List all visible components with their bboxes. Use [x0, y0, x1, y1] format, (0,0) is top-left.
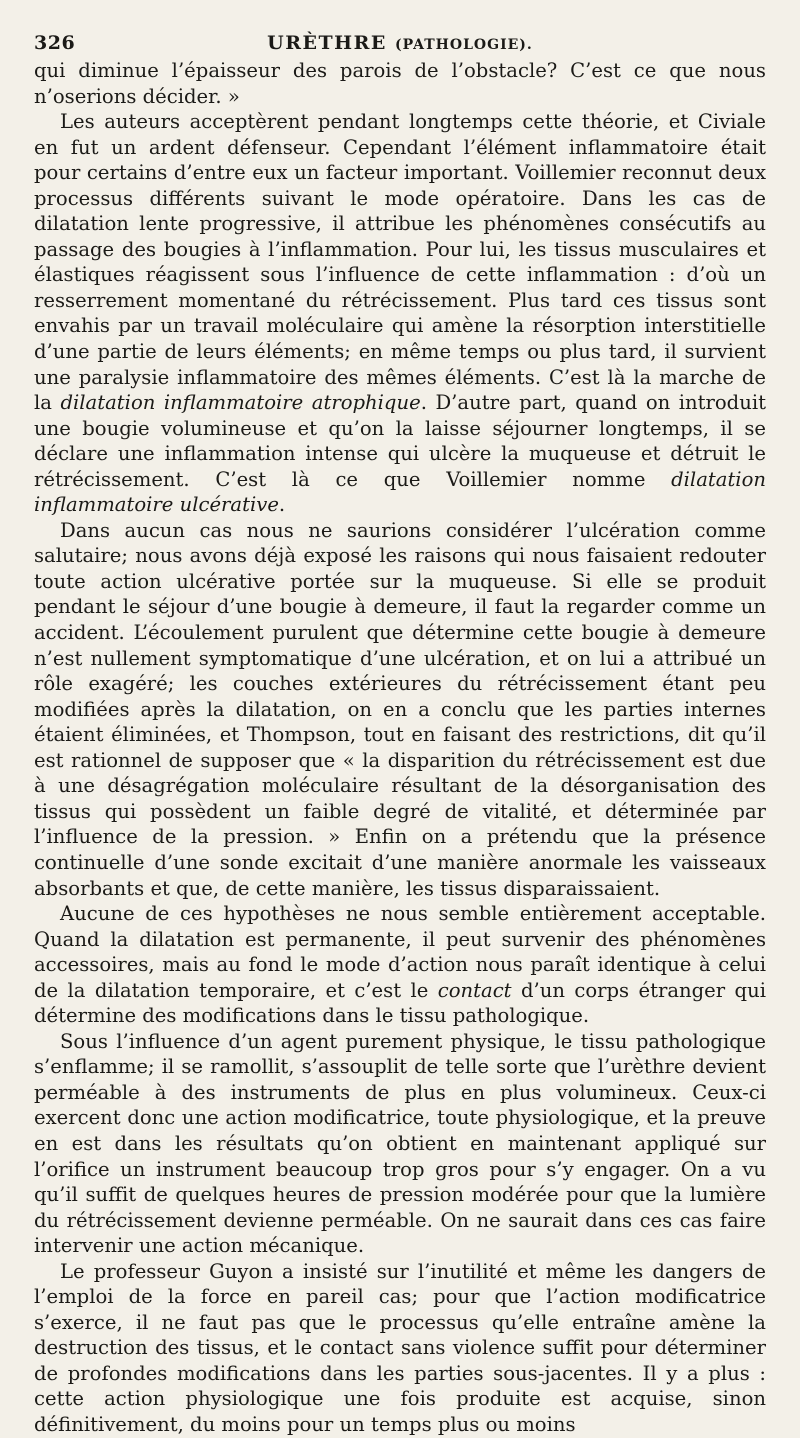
- italic-run: dilatation inflammatoire ulcérative: [34, 467, 766, 517]
- running-title-main: URÈTHRE: [267, 32, 387, 54]
- paragraph: [34, 58, 766, 109]
- text-run: Dans aucun cas nous ne saurions considérer l’ulcération comme salutaire; nous avons déjà exposé les raisons qui nous faisaient redouter toute action ulcérative portée sur la muqueuse. Si elle se produit pendant le séjour d’une bougie à demeure, il faut la regarder comme un accident. L’écoulement purulent que détermine cette bougie à demeure n’est nullement symptomatique d’une ulcération, et on lui a attribué un rôle exagéré; les couches extérieures du rétrécissement étant peu modifiées après la dilatation, on en a conclu que les parties internes étaient éliminées, et Thompson, tout en faisant des restrictions, dit qu’il est rationnel de supposer que « la disparition du rétrécissement est due à une désagrégation moléculaire résultant de la désorganisation des tissus qui possèdent un faible degré de vitalité, et déterminée par l’influence de la pression. » Enfin on a prétendu que la présence continuelle d’une sonde excitait d’une manière anormale les vaisseaux absorbants et que, de cette manière, les tissus disparaissaient.: [34, 518, 766, 900]
- italic-run: contact: [437, 978, 512, 1002]
- paragraph: [34, 901, 766, 1029]
- text-run: . D’autre part, quand on introduit une bougie volumineuse et qu’on la laisse séjourner longtemps, il se déclare une inflammation intense qui ulcère la muqueuse et détruit le rétrécissement. C’est là ce que Voillemier nomme: [34, 391, 766, 491]
- paragraph: [34, 109, 766, 518]
- text-run: Aucune de ces hypothèses ne nous semble entièrement acceptable. Quand la dilatation est permanente, il peut survenir des phénomènes accessoires, mais au fond le mode d’action nous paraît identique à celui de la dilatation temporaire, et c’est le: [34, 902, 766, 1002]
- text-run: d’un corps étranger qui détermine des modifications dans le tissu pathologique.: [34, 978, 766, 1028]
- text-run: Les auteurs acceptèrent pendant longtemps cette théorie, et Civiale en fut un ardent défenseur. Cependant l’élément inflammatoire était pour certains d’entre eux un facteur important. Voillemier reconnut deux processus différents suivant le mode opératoire. Dans les cas de dilatation lente progressive, il attribue les phénomènes consécutifs au passage des bougies à l’inflammation. Pour lui, les tissus musculaires et élastiques réagissent sous l’influence de cette inflammation : d’où un resserrement momentané du rétrécissement. Plus tard ces tissus sont envahis par un travail moléculaire qui amène la résorption interstitielle d’une partie de leurs éléments; en même temps ou plus tard, il survient une paralysie inflammatoire des mêmes éléments. C’est là la marche de la: [34, 110, 766, 415]
- text-run: Sous l’influence d’un agent purement physique, le tissu pathologique s’enflamme; il se ramollit, s’assouplit de telle sorte que l’urèthre devient perméable à des instruments de plus en plus volumineux. Ceux-ci exercent donc une action modificatrice, toute physiologique, et la preuve en est dans les résultats qu’on obtient en maintenant appliqué sur l’orifice un instrument beaucoup trop gros pour s’y engager. On a vu qu’il suffit de quelques heures de pression modérée pour que la lumière du rétrécissement devienne perméable. On ne saurait dans ces cas faire intervenir une action mécanique.: [34, 1029, 766, 1258]
- italic-run: dilatation inflammatoire atrophique: [60, 391, 421, 415]
- running-title-subtitle: (PATHOLOGIE).: [395, 37, 533, 53]
- page-number: 326: [34, 32, 76, 54]
- text-run: qui diminue l’épaisseur des parois de l’obstacle? C’est ce que nous n’oserions décider. »: [34, 59, 766, 108]
- running-header: [34, 28, 766, 58]
- text-run: .: [278, 493, 286, 517]
- body-text: [34, 58, 766, 1438]
- running-title: [34, 32, 766, 54]
- paragraph: [34, 518, 766, 901]
- text-run: Le professeur Guyon a insisté sur l’inutilité et même les dangers de l’emploi de la force en pareil cas; pour que l’action modificatrice s’exerce, il ne faut pas que le processus qu’elle entraîne amène la destruction des tissus, et le contact sans violence suffit pour déterminer de profondes modifications dans les parties sous-jacentes. Il y a plus : cette action physiologique une fois produite est acquise, sinon définitivement, du moins pour un temps plus ou moins: [34, 1259, 766, 1436]
- paragraph: [34, 1259, 766, 1438]
- paragraph: [34, 1029, 766, 1259]
